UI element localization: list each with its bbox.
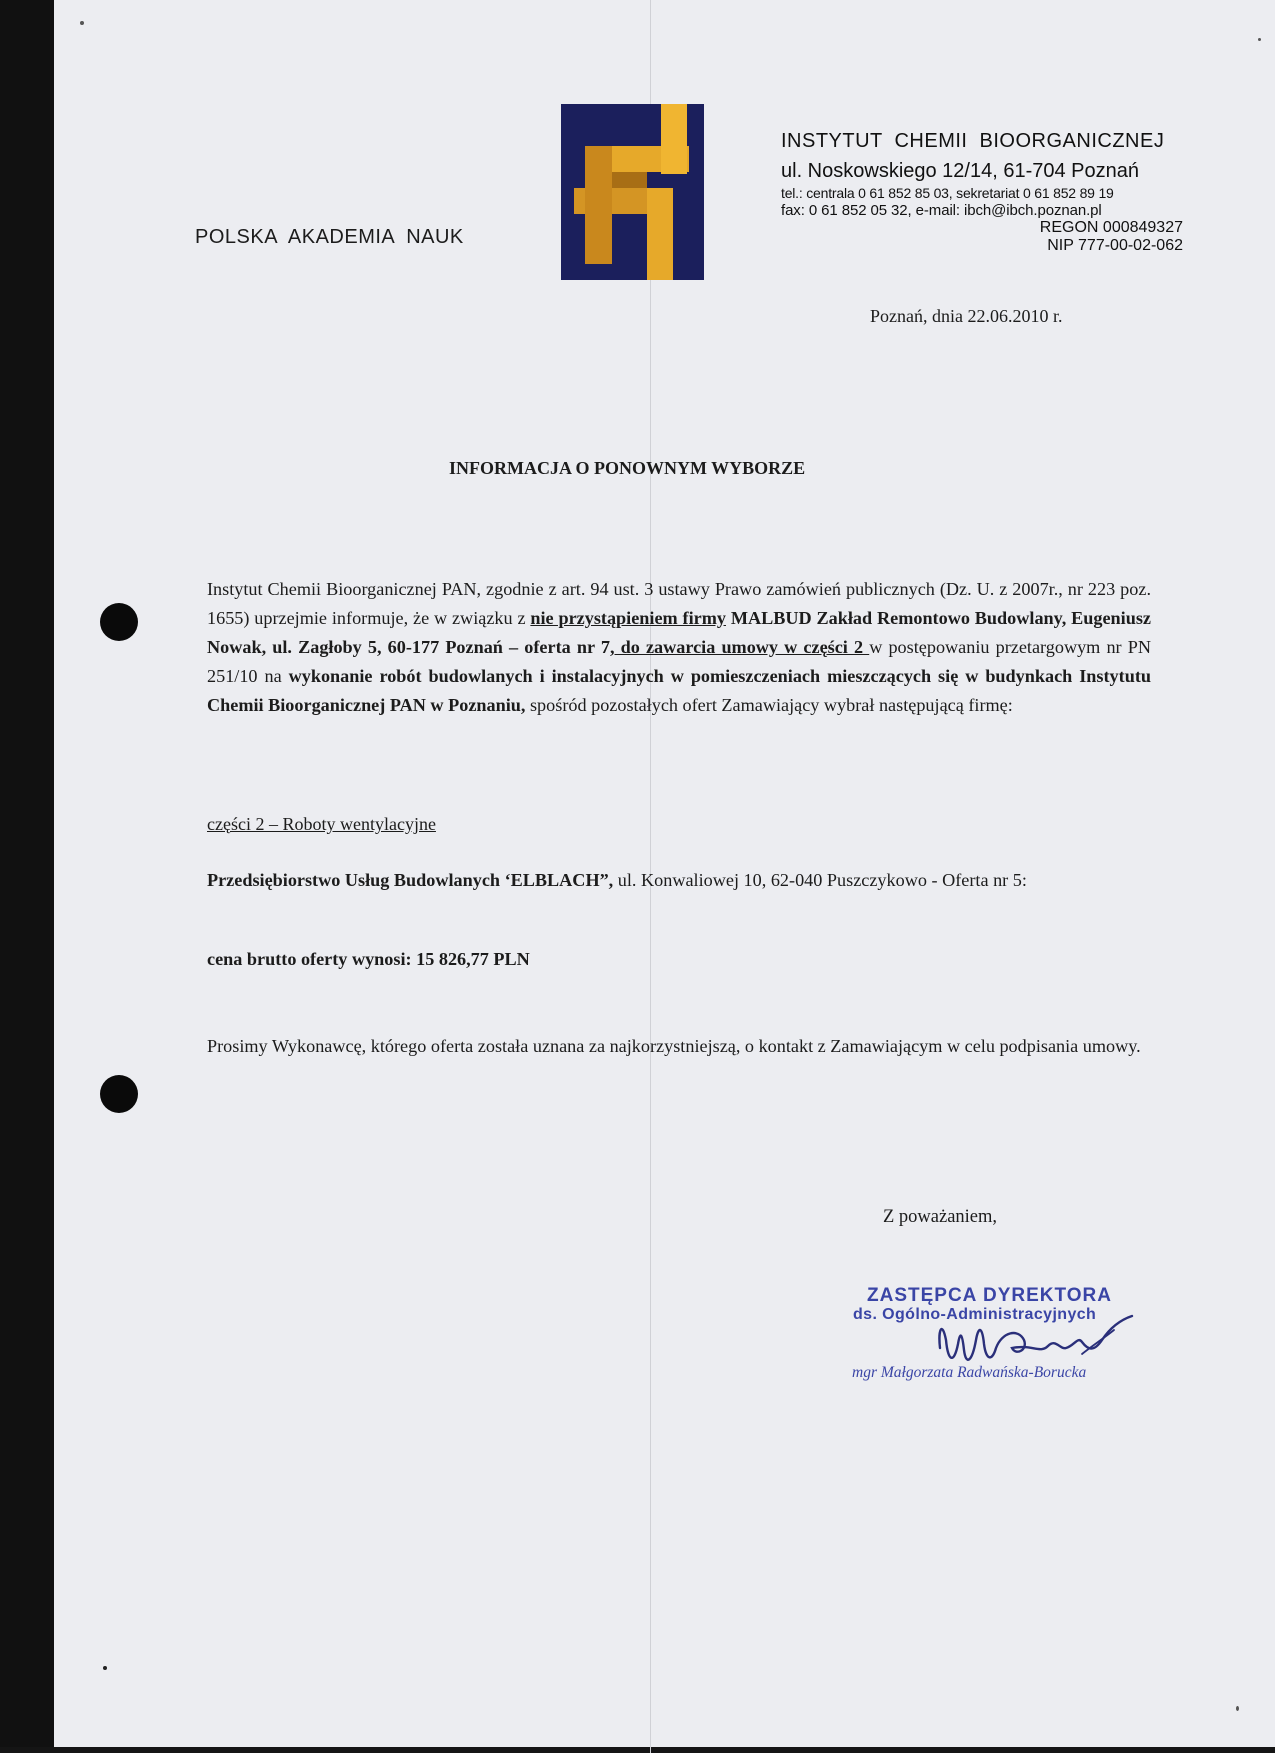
institute-name: INSTYTUT CHEMII BIOORGANICZNEJ xyxy=(781,130,1165,152)
body-text-emphasis: nie przystąpieniem firmy xyxy=(530,608,726,628)
stamp-subtitle: ds. Ogólno-Administracyjnych xyxy=(853,1306,1097,1323)
scan-edge-left xyxy=(0,0,54,1753)
company-name: Przedsiębiorstwo Usług Budowlanych ‘ELBLACH”, xyxy=(207,870,614,890)
price-line: cena brutto oferty wynosi: 15 826,77 PLN xyxy=(207,949,530,969)
body-text-emphasis: MALBUD Zakład Remontowo Budowlany, Eugeniusz Nowak, ul. Zagłoby 5, 60-177 Poznań – oferta nr 7 xyxy=(207,608,1151,657)
body-text-part: Instytut Chemii Bioorganicznej PAN, zgodnie z art. 94 ust. 3 ustawy Prawo zamówień publicznych (Dz. U. z 2007r., nr 223 poz. 1655) uprzejmie informuje, że w związku z xyxy=(207,579,1151,628)
institute-regon: REGON 000849327 xyxy=(1039,219,1183,236)
stamp-name: mgr Małgorzata Radwańska-Borucka xyxy=(852,1364,1087,1381)
body-text-emphasis: wykonanie robót budowlanych i instalacyjnych w pomieszczeniach mieszczących się w budynkach Instytutu Chemii Bioorganicznej PAN w Poznaniu, xyxy=(207,666,1151,715)
scan-speck xyxy=(1258,38,1261,41)
punch-hole-top xyxy=(100,603,138,641)
request-paragraph: Prosimy Wykonawcę, którego oferta została uznana za najkorzystniejszą, o kontakt z Zamawiającym w celu podpisania umowy. xyxy=(207,1036,1141,1056)
body-text-emphasis: , do zawarcia umowy w części 2 xyxy=(609,637,870,657)
closing-salutation: Z poważaniem, xyxy=(883,1207,998,1227)
scan-speck xyxy=(1236,1706,1239,1711)
scan-edge-bottom xyxy=(0,1747,1275,1753)
academy-name: POLSKA AKADEMIA NAUK xyxy=(195,226,464,248)
body-text-part: spośród pozostałych ofert Zamawiający wybrał następującą firmę: xyxy=(525,695,1013,715)
company-details: ul. Konwaliowej 10, 62-040 Puszczykowo - Oferta nr 5: xyxy=(613,870,1027,890)
stamp-title: ZASTĘPCA DYREKTORA xyxy=(867,1285,1112,1306)
punch-hole-bottom xyxy=(100,1075,138,1113)
institute-fax-email: fax: 0 61 852 05 32, e-mail: ibch@ibch.poznan.pl xyxy=(781,202,1102,219)
institute-header xyxy=(781,130,1184,255)
selected-company xyxy=(207,866,1151,895)
scan-speck xyxy=(80,21,84,25)
institute-nip: NIP 777-00-02-062 xyxy=(1047,237,1183,254)
scan-speck xyxy=(103,1666,107,1670)
main-paragraph xyxy=(207,575,1151,720)
date-line: Poznań, dnia 22.06.2010 r. xyxy=(870,306,1063,326)
institute-logo-icon xyxy=(561,104,704,280)
institute-phone: tel.: centrala 0 61 852 85 03, sekretariat 0 61 852 89 19 xyxy=(781,185,1114,201)
part-label: części 2 – Roboty wentylacyjne xyxy=(207,814,436,834)
body-text-part: w postępowaniu przetargowym nr PN 251/10 na xyxy=(207,637,1151,686)
document-title: INFORMACJA O PONOWNYM WYBORZE xyxy=(449,458,806,478)
handwritten-signature-icon xyxy=(932,1310,1142,1380)
institute-address: ul. Noskowskiego 12/14, 61-704 Poznań xyxy=(781,160,1140,182)
